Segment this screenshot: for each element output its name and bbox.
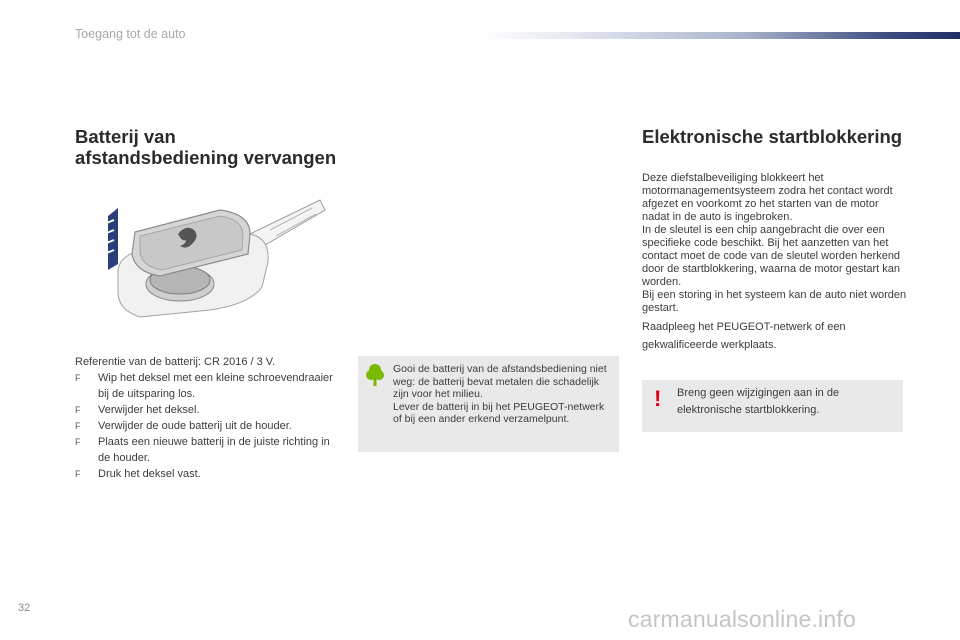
immobiliser-para3: Bij een storing in het systeem kan de auto niet worden gestart. xyxy=(642,289,907,314)
battery-heading xyxy=(75,126,375,168)
battery-heading-line1: Batterij van xyxy=(75,126,176,147)
bullet-icon: F xyxy=(75,405,81,415)
immobiliser-reference: Raadpleeg het PEUGEOT-netwerk of een gekwalificeerde werkplaats. xyxy=(642,321,846,351)
bullet-icon: F xyxy=(75,421,81,431)
immobiliser-para1: Deze diefstalbeveiliging blokkeert het motormanagementsysteem zodra het contact wordt afgezet en voorkomt zo het starten van de motor nadat in de auto is ingebroken. xyxy=(642,172,893,223)
tree-icon xyxy=(366,363,384,387)
key-fob-illustration xyxy=(100,192,330,322)
immobiliser-description xyxy=(642,172,907,315)
exclamation-icon: ! xyxy=(654,386,662,411)
bullet-icon: F xyxy=(75,469,81,479)
environment-note-text xyxy=(393,363,615,426)
section-title: Toegang tot de auto xyxy=(75,27,186,41)
battery-reference: Referentie van de batterij: CR 2016 / 3 V. xyxy=(75,356,276,368)
list-item xyxy=(75,370,335,402)
bullet-icon: F xyxy=(75,373,81,383)
step-text: Plaats een nieuwe batterij in de juiste richting in de houder. xyxy=(98,436,330,464)
bullet-icon: F xyxy=(75,437,81,447)
list-item xyxy=(75,434,335,466)
environment-note-line2: Lever de batterij in bij het PEUGEOT-netwerk of bij een ander erkend verzamelpunt. xyxy=(393,400,605,425)
key-fob-icon xyxy=(100,192,330,322)
list-item xyxy=(75,466,335,482)
header-accent-bar xyxy=(480,32,960,39)
environment-note xyxy=(358,356,619,452)
battery-heading-line2: afstandsbediening vervangen xyxy=(75,147,337,168)
step-text: Wip het deksel met een kleine schroevendraaier bij de uitsparing los. xyxy=(98,372,333,400)
immobiliser-heading: Elektronische startblokkering xyxy=(642,126,903,147)
list-item xyxy=(75,418,335,434)
page-number: 32 xyxy=(18,602,31,614)
battery-instructions xyxy=(75,354,335,482)
watermark: carmanualsonline.info xyxy=(628,606,856,632)
environment-note-line1: Gooi de batterij van de afstandsbediening niet weg: de batterij bevat metalen die schadelijk zijn voor het milieu. xyxy=(393,363,607,400)
warning-note xyxy=(642,380,903,432)
step-text: Druk het deksel vast. xyxy=(98,468,201,480)
step-text: Verwijder het deksel. xyxy=(98,404,200,416)
warning-text: Breng geen wijzigingen aan in de elektronische startblokkering. xyxy=(677,387,840,416)
step-text: Verwijder de oude batterij uit de houder. xyxy=(98,420,292,432)
immobiliser-para2: In de sleutel is een chip aangebracht die over een specifieke code beschikt. Bij het aanzetten van het contact moet de code van de sleutel worden herkend door de startblokkering, waarna de motor gestart kan worden. xyxy=(642,224,901,288)
list-item xyxy=(75,402,335,418)
